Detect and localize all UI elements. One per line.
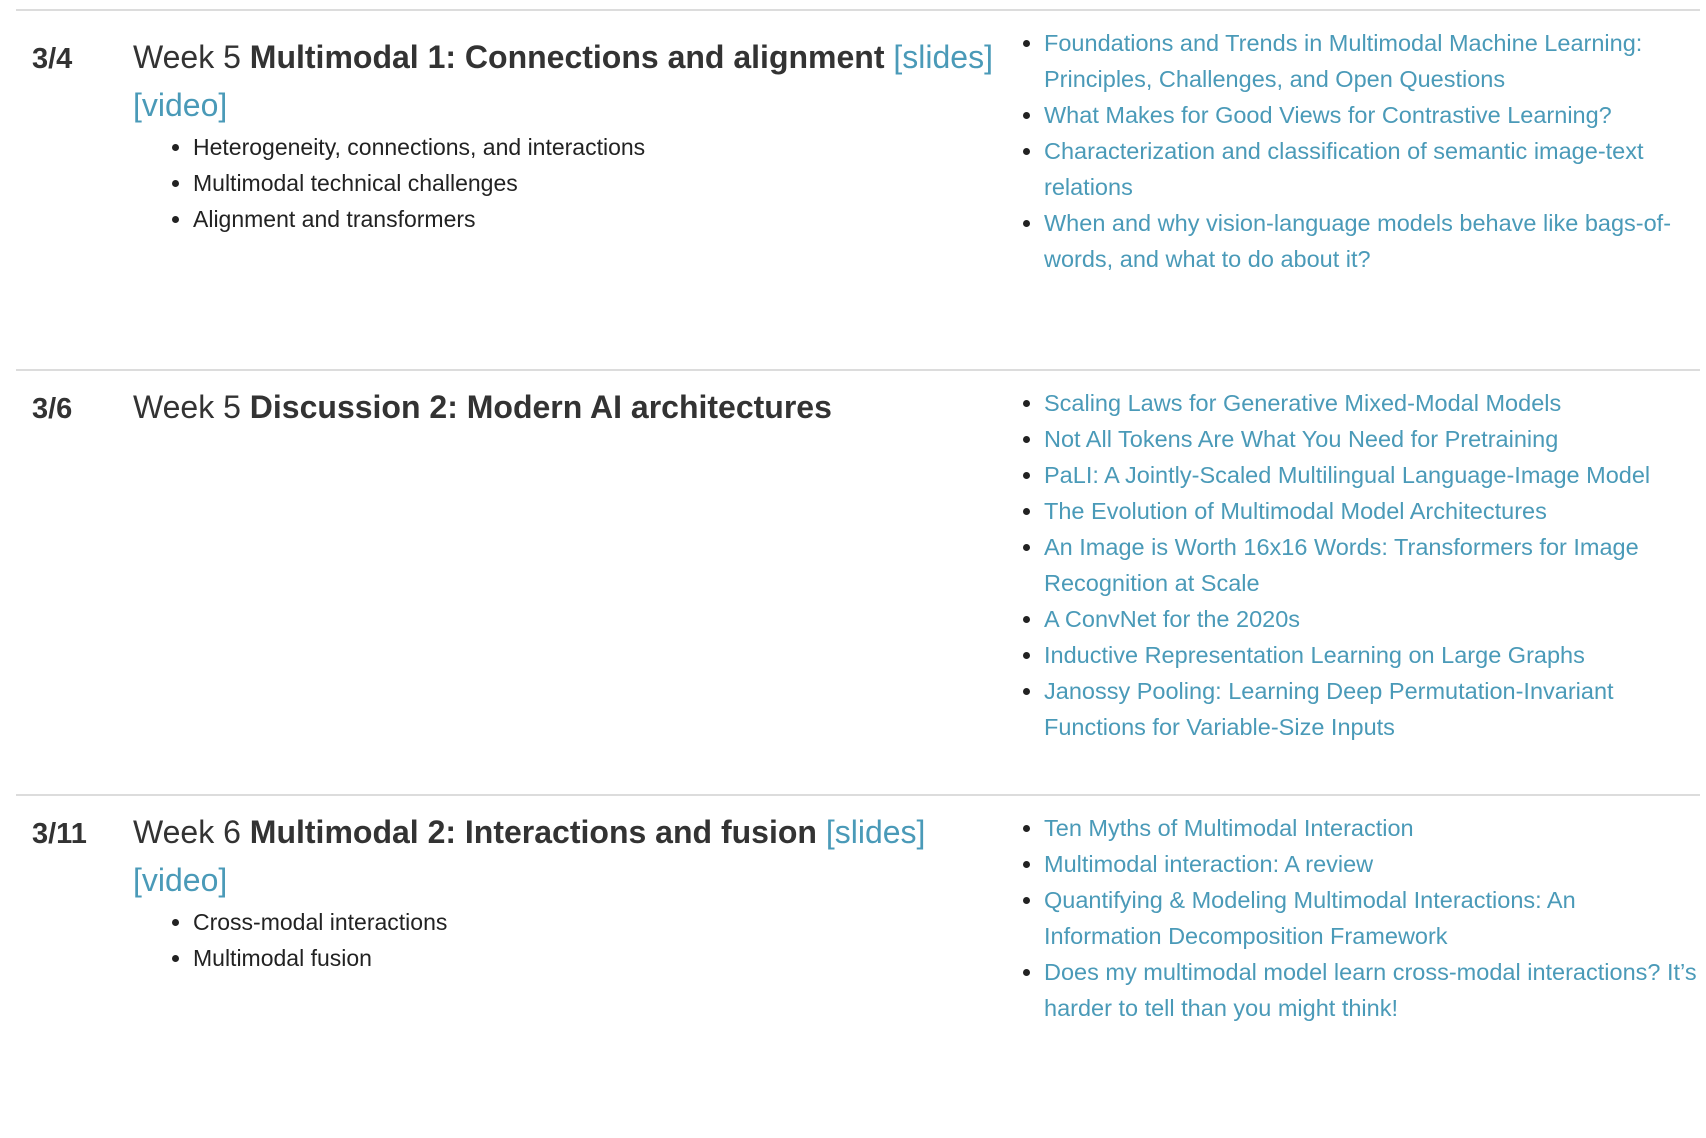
reading-link[interactable]: Janossy Pooling: Learning Deep Permutation-Invariant Functions for Variable-Size Inputs <box>1044 678 1614 740</box>
reading-link[interactable]: An Image is Worth 16x16 Words: Transformers for Image Recognition at Scale <box>1044 534 1639 596</box>
session-topic <box>133 383 1033 431</box>
slides-link[interactable]: [slides] <box>893 39 993 75</box>
subtopic-item: • Multimodal technical challenges <box>193 165 1033 201</box>
session-title: Multimodal 2: Interactions and fusion <box>249 814 817 850</box>
session-heading <box>133 33 1033 129</box>
week-label: Week 5 <box>133 389 241 425</box>
week-label: Week 5 <box>133 39 241 75</box>
subtopic-list <box>133 904 1033 976</box>
reading-item <box>1044 205 1698 277</box>
session-row <box>16 794 1700 1126</box>
session-title: Discussion 2: Modern AI architectures <box>249 389 832 425</box>
readings-column <box>1018 810 1698 1026</box>
reading-item <box>1044 882 1698 954</box>
reading-link[interactable]: Not All Tokens Are What You Need for Pretraining <box>1044 426 1559 452</box>
reading-link[interactable]: A ConvNet for the 2020s <box>1044 606 1301 632</box>
reading-link[interactable]: Scaling Laws for Generative Mixed-Modal Models <box>1044 390 1562 416</box>
video-link[interactable]: [video] <box>133 87 228 123</box>
reading-item <box>1044 493 1698 529</box>
reading-link[interactable]: When and why vision-language models behave like bags-of-words, and what to do about it? <box>1044 210 1672 272</box>
reading-link[interactable]: PaLI: A Jointly-Scaled Multilingual Language-Image Model <box>1044 462 1651 488</box>
reading-link[interactable]: Quantifying & Modeling Multimodal Interactions: An Information Decomposition Framework <box>1044 887 1576 949</box>
reading-link[interactable]: The Evolution of Multimodal Model Architectures <box>1044 498 1547 524</box>
readings-column <box>1018 25 1698 277</box>
session-title: Multimodal 1: Connections and alignment <box>249 39 885 75</box>
subtopic-item: • Multimodal fusion <box>193 940 1033 976</box>
reading-item <box>1044 97 1698 133</box>
reading-item <box>1044 637 1698 673</box>
reading-link[interactable]: Characterization and classification of semantic image-text relations <box>1044 138 1644 200</box>
subtopic-item: • Heterogeneity, connections, and interactions <box>193 129 1033 165</box>
reading-item <box>1044 133 1698 205</box>
slides-link[interactable]: [slides] <box>825 814 926 850</box>
week-label: Week 6 <box>133 814 241 850</box>
reading-link[interactable]: Multimodal interaction: A review <box>1044 851 1374 877</box>
reading-item <box>1044 25 1698 97</box>
subtopic-item: • Alignment and transformers <box>193 201 1033 237</box>
reading-item <box>1044 385 1698 421</box>
schedule-table <box>16 0 1700 1117</box>
subtopic-list <box>133 129 1033 237</box>
reading-link[interactable]: What Makes for Good Views for Contrastive Learning? <box>1044 102 1612 128</box>
reading-item <box>1044 601 1698 637</box>
video-link[interactable]: [video] <box>133 862 228 898</box>
reading-list <box>1018 810 1698 1026</box>
session-row <box>16 369 1700 794</box>
reading-item <box>1044 810 1698 846</box>
reading-item <box>1044 954 1698 1026</box>
reading-link[interactable]: Ten Myths of Multimodal Interaction <box>1044 815 1414 841</box>
reading-link[interactable]: Foundations and Trends in Multimodal Machine Learning: Principles, Challenges, and Open Questions <box>1044 30 1643 92</box>
reading-link[interactable]: Inductive Representation Learning on Large Graphs <box>1044 642 1585 668</box>
session-heading <box>133 383 1033 431</box>
readings-column <box>1018 385 1698 745</box>
session-topic <box>133 33 1033 237</box>
reading-item <box>1044 421 1698 457</box>
session-topic <box>133 808 1033 976</box>
reading-item <box>1044 529 1698 601</box>
subtopic-item: • Cross-modal interactions <box>193 904 1033 940</box>
reading-item <box>1044 846 1698 882</box>
reading-item <box>1044 673 1698 745</box>
reading-item <box>1044 457 1698 493</box>
session-date: 3/6 <box>32 393 73 425</box>
reading-link[interactable]: Does my multimodal model learn cross-modal interactions? It’s harder to tell than you might think! <box>1044 959 1697 1021</box>
session-heading <box>133 808 1033 904</box>
session-date: 3/11 <box>32 818 87 850</box>
session-date: 3/4 <box>32 43 73 75</box>
session-row <box>16 9 1700 369</box>
reading-list <box>1018 25 1698 277</box>
reading-list <box>1018 385 1698 745</box>
